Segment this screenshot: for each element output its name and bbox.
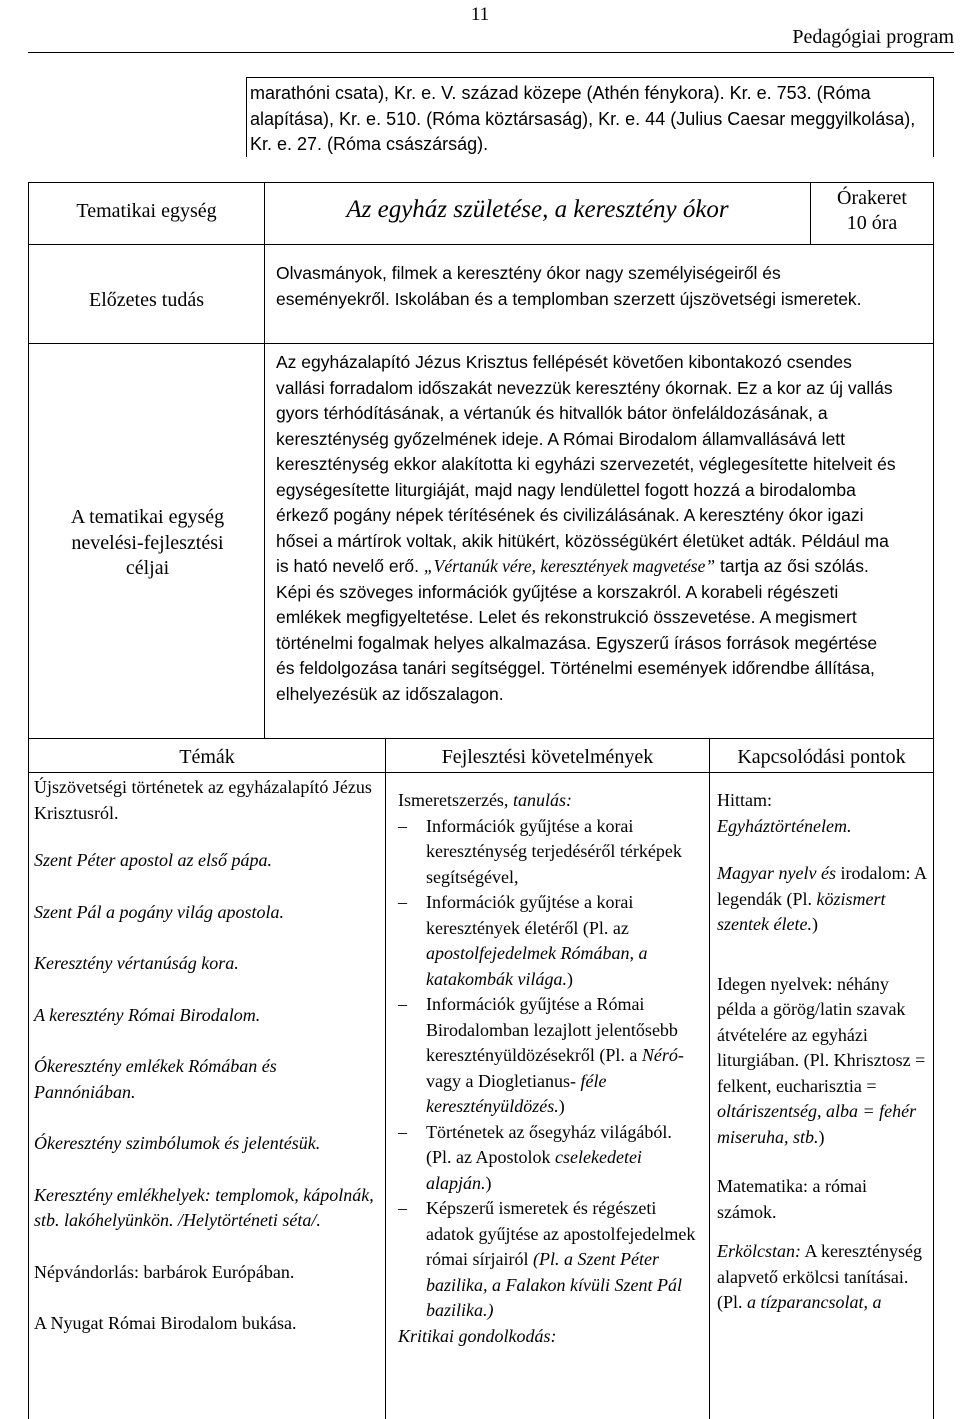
celjai-quote: „Vértanúk vére, keresztények magvetése” (423, 556, 716, 576)
tema-2: Szent Péter apostol az első pápa. (34, 850, 272, 870)
top-box-border-top (246, 77, 934, 78)
table-rule-col2 (385, 738, 386, 1419)
label-elozetes-tudas: Előzetes tudás (89, 289, 204, 311)
tema-3: Szent Pál a pogány világ apostola. (34, 901, 284, 922)
fejlesztesi-list (398, 788, 698, 1349)
top-box-border-right (933, 77, 934, 157)
page-number: 11 (470, 4, 490, 25)
col-kapcsolodasi: Kapcsolódási pontok (737, 746, 906, 768)
kapcs-2: Magyar nyelv és irodalom: A legendák (Pl. közismert szentek élete.) (717, 863, 926, 934)
fejl-item-1: – Információk gyűjtése a korai kereszténység terjedéséről térképek segítségével, (398, 814, 698, 891)
fejl-tail: Kritikai gondolkodás: (398, 1325, 557, 1346)
header-rule (28, 52, 954, 53)
col-fejlesztesi: Fejlesztési követelmények (441, 746, 654, 768)
kapcs-1: Hittam: Egyháztörténelem. (717, 790, 852, 836)
orakeret-label: Órakeret (837, 187, 907, 209)
tema-1: Újszövetségi történetek az egyházalapító Jézus Krisztusról. (34, 777, 372, 823)
temak-list (34, 775, 380, 1337)
label-tematikai-egyseg: Tematikai egység (76, 200, 217, 222)
celjai-text-1: Az egyházalapító Jézus Krisztus fellépését követően kibontakozó csendes vallási forradalom időszakát nevezzük keresztény ókornak. Ez a kor az új vallás gyors térhódításának, a vértanúk és hitvallók bátor önfeláldozásának, a kereszténység győzelmének ideje. A Római Birodalom államvallásává lett kereszténység ekkor alakította ki egyházi szervezetét, véglegesítette hitelveit és egységesítette liturgiáját, majd nagy lendülettel fogott hozzá a birodalomba érkező pogány népek térítésének és civilizálásának. A keresztény ókor igazi hősei a mártírok voltak, akik hitükért, közösségükért életüket adták. Például ma is ható nevelő erő. (276, 352, 896, 576)
tema-8: Keresztény emlékhelyek: templomok, kápolnák, stb. lakóhelyünkön. /Helytörténeti séta/. (34, 1184, 374, 1230)
top-box-text: marathóni csata), Kr. e. V. század közepe (Athén fénykora). Kr. e. 753. (Róma alapítása), Kr. e. 510. (Róma köztársaság), Kr. e. 44 (Julius Caesar meggyilkolása), Kr. e. 27. (Róma császárság). (250, 83, 916, 154)
celjai-text (276, 350, 900, 707)
table-rule-label-col (264, 182, 265, 738)
kapcs-4: Matematika: a római számok. (717, 1176, 867, 1222)
kapcs-3: Idegen nyelvek: néhány példa a görög/latin szavak átvételére az egyházi liturgiában. (Pl. Khrisztosz = felkent, eucharisztia = oltáriszentség, alba = fehér miseruha, stb.) (717, 973, 926, 1147)
orakeret-value: 10 óra (846, 212, 898, 234)
table-rule-3 (28, 738, 934, 739)
unit-title: Az egyház születése, a keresztény ókor (346, 196, 729, 223)
fejl-item-3: – Információk gyűjtése a Római Birodalomban lezajlott jelentősebb keresztényüldözésekről (Pl. a Néró- vagy a Diogletianus- féle keresztényüldözés.) (398, 992, 698, 1120)
table-border-right (933, 182, 934, 1419)
tema-5: A keresztény Római Birodalom. (34, 1004, 261, 1025)
table-border-left (28, 182, 29, 1419)
label-celjai: A tematikai egység nevelési-fejlesztési céljai (70, 506, 225, 579)
tema-7: Ókeresztény szimbólumok és jelentésük. (34, 1133, 321, 1153)
table-rule-2 (28, 343, 934, 344)
table-rule-1 (28, 244, 934, 245)
celjai-text-2: tartja az ősi szólás. Képi és szöveges információk gyűjtése a korszakról. A korabeli régészeti emlékek megfigyeltetése. Lelet és rekonstrukció összevetése. A megismert történelmi fogalmak helyes alkalmazása. Egyszerű írásos források megértése és feldolgozása tanári segítséggel. Történelmi események időrendbe állítása, elhelyezésük az időszalagon. (276, 556, 878, 704)
fejl-item-5: – Képszerű ismeretek és régészeti adatok gyűjtése az apostolfejedelmek római sírjairól (Pl. a Szent Péter bazilika, a Falakon kívüli Szent Pál bazilika.) (398, 1196, 698, 1324)
top-box-border-left (246, 77, 247, 157)
table-rule-col3 (709, 738, 710, 1419)
kapcsolodasi-list (717, 788, 927, 1316)
table-border-top (28, 182, 934, 183)
fejl-heading: Ismeretszerzés, tanulás: (398, 790, 572, 810)
fejl-item-2: – Információk gyűjtése a korai keresztények életéről (Pl. az apostolfejedelmek Rómában, a katakombák világa.) (398, 890, 698, 992)
running-header: Pedagógiai program (792, 26, 954, 48)
kapcs-5: Erkölcstan: A kereszténység alapvető erkölcsi tanításai. (Pl. a tízparancsolat, a (717, 1241, 922, 1312)
elozetes-tudas-text: Olvasmányok, filmek a keresztény ókor nagy személyiségeiről és eseményekről. Iskolában és a templomban szerzett újszövetségi ismeretek. (276, 263, 862, 309)
tema-4: Keresztény vértanúság kora. (34, 953, 239, 973)
tema-6: Ókeresztény emlékek Rómában és Pannóniában. (34, 1056, 277, 1102)
tema-10: A Nyugat Római Birodalom bukása. (34, 1313, 297, 1333)
col-temak: Témák (179, 746, 235, 768)
fejl-item-4: – Történetek az ősegyház világából. (Pl. az Apostolok cselekedetei alapján.) (398, 1120, 698, 1197)
table-rule-4 (28, 772, 934, 773)
tema-9: Népvándorlás: barbárok Európában. (34, 1261, 295, 1282)
